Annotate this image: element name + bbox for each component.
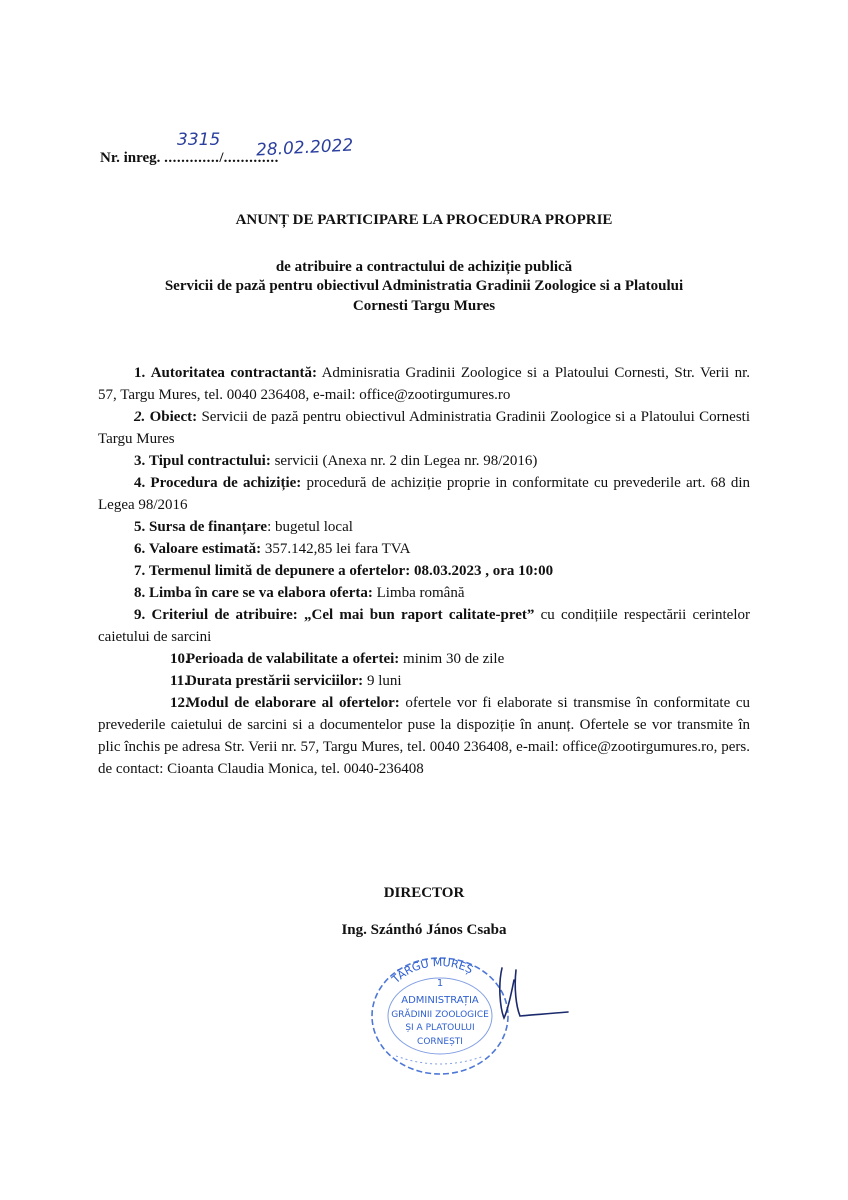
subtitle-line-1: de atribuire a contractului de achiziție publică xyxy=(275,259,573,275)
item-number: 2. xyxy=(134,409,146,425)
list-item xyxy=(98,516,750,538)
item-text: cu condițiile respectării cerintelor caietului de sarcini xyxy=(98,607,750,645)
handwritten-signature xyxy=(490,960,570,1030)
list-item xyxy=(98,362,750,406)
item-label: Autoritatea contractantă: xyxy=(150,365,317,381)
item-label: Limba în care se va elabora oferta: xyxy=(149,585,373,601)
item-text: 9 luni xyxy=(363,673,402,689)
item-number: 11. xyxy=(170,673,188,689)
subtitle-line-3: Cornesti Targu Mures xyxy=(352,298,496,314)
stamp-bottom-arc xyxy=(396,1056,484,1064)
list-item xyxy=(98,450,750,472)
registration-dots-right: ............. xyxy=(223,150,279,166)
handwritten-registration-number: 3315 xyxy=(177,130,221,150)
list-item xyxy=(98,648,750,670)
registration-line xyxy=(100,150,279,167)
item-text: Adminisratia Gradinii Zoologice si a Platoului Cornesti, Str. Verii nr. 57, Targu Mures, tel. 0040 236408, e-mail: office@zootirgumures.ro xyxy=(98,365,751,403)
item-number: 4. xyxy=(134,475,146,491)
item-number: 7. xyxy=(134,563,146,579)
signatory-role: DIRECTOR xyxy=(383,885,465,901)
item-text: ofertele vor fi elaborate si transmise în conformitate cu prevederile caietului de sarcini si a documentelor puse la dispoziție în anunț. Ofertele se vor transmite în plic închis pe adresa Str. Verii nr. 57, Targu Mures, tel. 0040 236408, e-mail: office@zootirgumures.ro, pers. de contact: Cioanta Claudia Monica, tel. 0040-236408 xyxy=(98,695,750,777)
list-item xyxy=(98,670,750,692)
stamp-line-2: GRĂDINII ZOOLOGICE xyxy=(391,1010,489,1020)
subtitle-line-2: Servicii de pază pentru obiectivul Administratia Gradinii Zoologice si a Platoului xyxy=(164,278,684,294)
item-number: 8. xyxy=(134,585,146,601)
item-label: Procedura de achiziție: xyxy=(150,475,302,491)
announcement-items xyxy=(98,362,750,780)
list-item xyxy=(98,472,750,516)
stamp-line-1: ADMINISTRAȚIA xyxy=(401,995,479,1006)
stamp-line-3: ȘI A PLATOULUI xyxy=(405,1023,475,1033)
item-number: 1. xyxy=(134,365,146,381)
item-text: minim 30 de zile xyxy=(399,651,505,667)
item-label: Termenul limită de depunere a ofertelor: 08.03.2023 , ora 10:00 xyxy=(149,563,554,579)
item-label: Obiect: xyxy=(149,409,198,425)
list-item xyxy=(98,582,750,604)
item-label: Tipul contractului: xyxy=(149,453,271,469)
item-number: 9. xyxy=(134,607,146,623)
item-number: 10. xyxy=(170,651,189,667)
registration-separator: / xyxy=(219,150,224,166)
item-label: Modul de elaborare al ofertelor: xyxy=(186,695,400,711)
item-text: procedură de achiziție proprie in conformitate cu prevederile art. 68 din Legea 98/2016 xyxy=(98,475,751,513)
item-number: 3. xyxy=(134,453,146,469)
item-label: Sursa de finanțare xyxy=(149,519,268,535)
item-text: Limba română xyxy=(372,585,465,601)
item-label: Valoare estimată: xyxy=(149,541,262,557)
item-text: : bugetul local xyxy=(267,519,353,535)
registration-dots-left: ............. xyxy=(164,150,220,166)
item-label: Durata prestării serviciilor: xyxy=(186,673,364,689)
stamp-top-text: TÂRGU MUREȘ xyxy=(389,955,476,986)
document-title: ANUNȚ DE PARTICIPARE LA PROCEDURA PROPRIE xyxy=(235,212,613,228)
handwritten-registration-date: 28.02.2022 xyxy=(255,135,354,161)
item-number: 6. xyxy=(134,541,146,557)
list-item xyxy=(98,692,750,780)
item-text: Servicii de pază pentru obiectivul Administratia Gradinii Zoologice si a Platoului Cornesti Targu Mures xyxy=(98,409,751,447)
list-item xyxy=(98,560,750,582)
list-item xyxy=(98,604,750,648)
registration-label: Nr. inreg. xyxy=(100,150,161,166)
stamp-line-4: CORNEȘTI xyxy=(417,1037,463,1047)
item-number: 5. xyxy=(134,519,146,535)
item-text: servicii (Anexa nr. 2 din Legea nr. 98/2016) xyxy=(270,453,538,469)
item-number: 12. xyxy=(170,695,189,711)
signatory-name: Ing. Szánthó János Csaba xyxy=(341,922,507,938)
item-label: Perioada de valabilitate a ofertei: xyxy=(186,651,400,667)
item-text: 357.142,85 lei fara TVA xyxy=(261,541,411,557)
list-item xyxy=(98,538,750,560)
stamp-mark: 1 xyxy=(436,978,444,989)
item-label: Criteriul de atribuire: „Cel mai bun raport calitate-pret” xyxy=(151,607,535,623)
list-item xyxy=(98,406,750,450)
